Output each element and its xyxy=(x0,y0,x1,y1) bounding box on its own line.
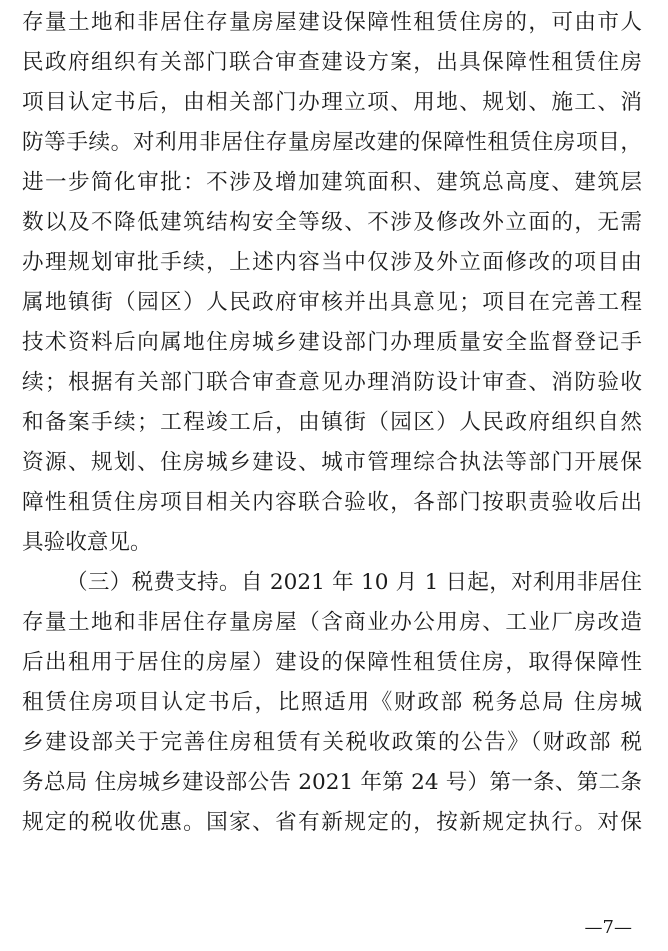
paragraph-end-line: 具验收意见。 xyxy=(22,530,152,555)
text-line: 技术资料后向属地住房城乡建设部门办理质量安全监督登记手 xyxy=(22,330,642,355)
text-line: 务总局 住房城乡建设部公告 2021 年第 24 号）第一条、第二条 xyxy=(22,770,642,795)
text-line: 租赁住房项目认定书后，比照适用《财政部 税务总局 住房城 xyxy=(22,690,642,715)
text-line: 办理规划审批手续，上述内容当中仅涉及外立面修改的项目由 xyxy=(22,250,642,275)
text-line: 乡建设部关于完善住房租赁有关税收政策的公告》（财政部 税 xyxy=(22,730,642,755)
text-line: 资源、规划、住房城乡建设、城市管理综合执法等部门开展保 xyxy=(22,450,642,475)
text-line: 规定的税收优惠。国家、省有新规定的，按新规定执行。对保 xyxy=(22,810,642,835)
text-line: 数以及不降低建筑结构安全等级、不涉及修改外立面的，无需 xyxy=(22,210,642,235)
section-heading-line: （三）税费支持。自 2021 年 10 月 1 日起，对利用非居住 xyxy=(66,570,642,595)
text-line: 存量土地和非居住存量房屋建设保障性租赁住房的，可由市人 xyxy=(22,10,642,35)
text-line: 防等手续。对利用非居住存量房屋改建的保障性租赁住房项目， xyxy=(22,130,642,155)
text-line: 存量土地和非居住存量房屋（含商业办公用房、工业厂房改造 xyxy=(22,610,642,635)
text-line: 障性租赁住房项目相关内容联合验收，各部门按职责验收后出 xyxy=(22,490,642,515)
text-line: 进一步简化审批：不涉及增加建筑面积、建筑总高度、建筑层 xyxy=(22,170,642,195)
page-number: —7— xyxy=(584,917,632,938)
text-line: 属地镇街（园区）人民政府审核并出具意见；项目在完善工程 xyxy=(22,290,642,315)
text-line: 民政府组织有关部门联合审查建设方案，出具保障性租赁住房 xyxy=(22,50,642,75)
text-line: 续；根据有关部门联合审查意见办理消防设计审查、消防验收 xyxy=(22,370,642,395)
text-line: 后出租用于居住的房屋）建设的保障性租赁住房，取得保障性 xyxy=(22,650,642,675)
text-line: 项目认定书后，由相关部门办理立项、用地、规划、施工、消 xyxy=(22,90,642,115)
text-line: 和备案手续；工程竣工后，由镇街（园区）人民政府组织自然 xyxy=(22,410,642,435)
